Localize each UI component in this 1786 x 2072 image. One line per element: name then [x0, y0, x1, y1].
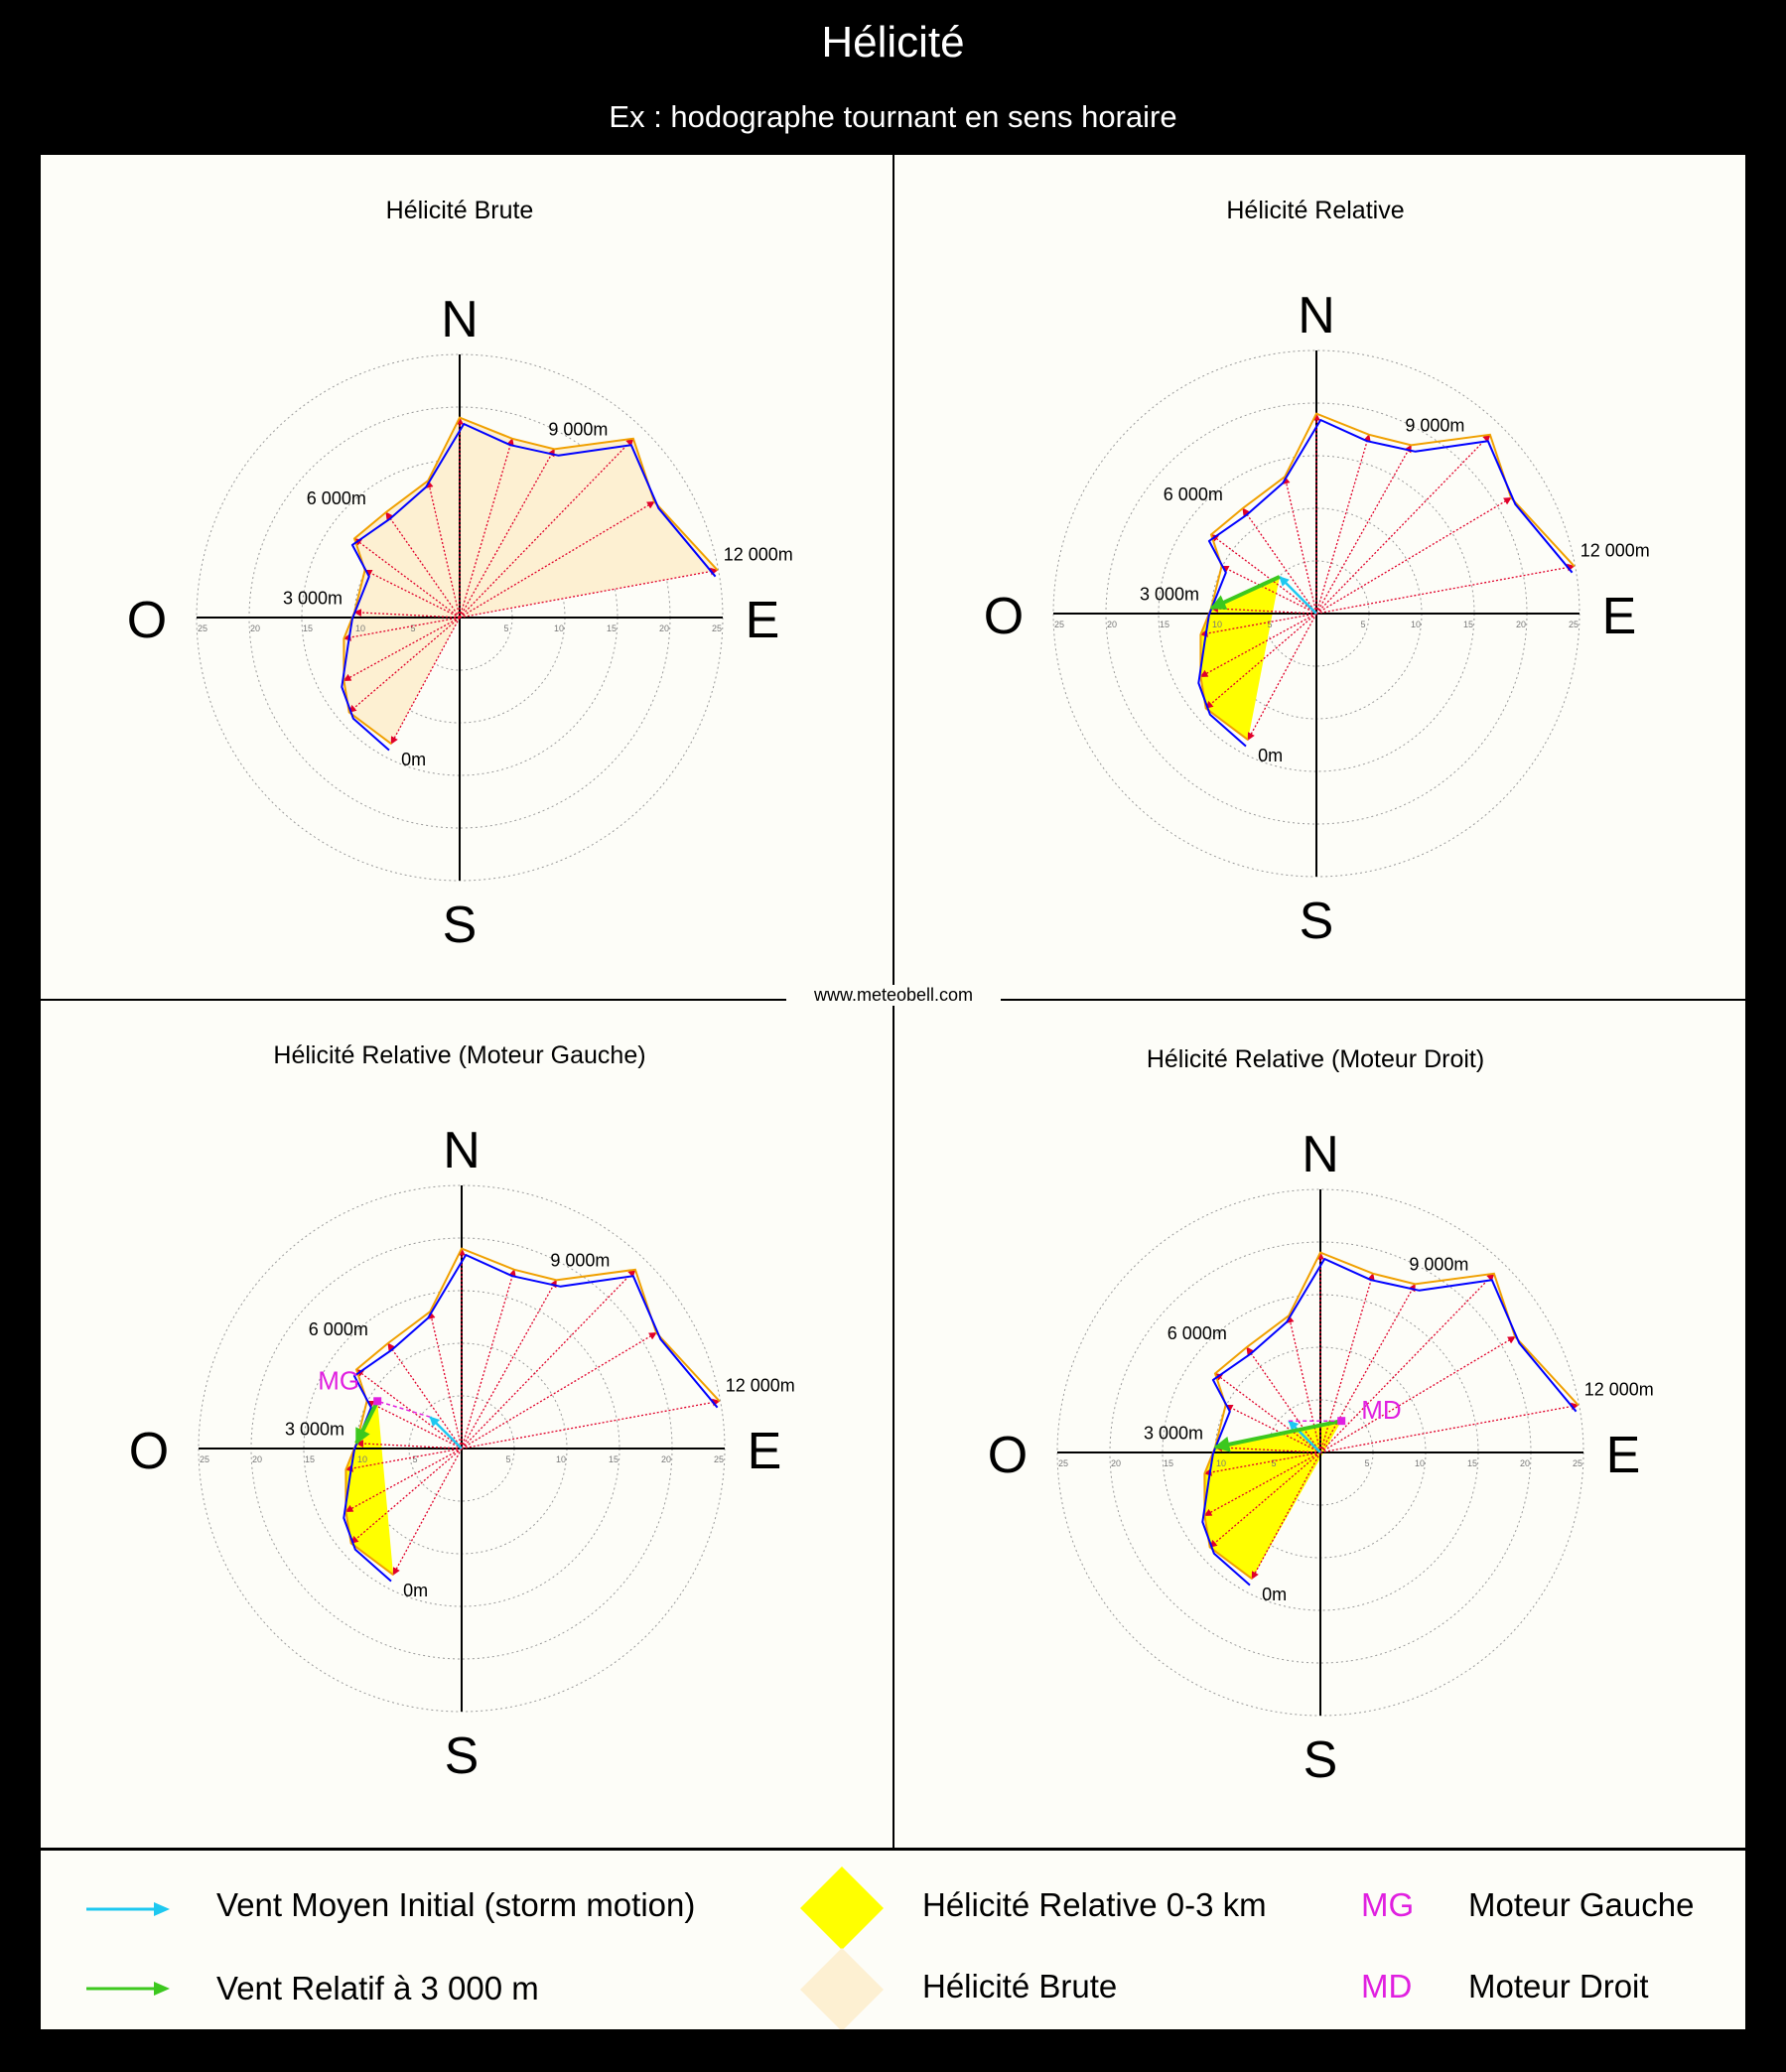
ring-tick-label-east: 10 [555, 1454, 567, 1464]
compass-east: E [747, 1423, 782, 1480]
height-wind-arrow [1316, 497, 1511, 614]
panel-title-brute: Hélicité Brute [385, 197, 534, 224]
ring-tick-label-east: 5 [505, 1454, 511, 1464]
hodograph-segments [345, 1249, 719, 1576]
motor-deviation-line [377, 1401, 430, 1417]
height-label: 9 000m [1405, 415, 1465, 436]
compass-south: S [1303, 1731, 1338, 1789]
compass-north: N [1302, 1126, 1339, 1183]
motor-label: MG [318, 1365, 360, 1396]
legend-relative-wind: Vent Relatif à 3 000 m [216, 1970, 539, 2006]
credit-text: www.meteobell.com [786, 985, 1001, 1006]
helicity-relative-area [345, 1401, 393, 1575]
height-wind-arrow [1316, 445, 1411, 614]
ring-tick-label-west: 15 [1159, 620, 1170, 629]
motor-point-marker [373, 1397, 381, 1405]
height-wind-arrow [1320, 1336, 1515, 1452]
ring-tick-label-west: 20 [249, 623, 261, 633]
height-label: 0m [401, 750, 427, 770]
height-label: 0m [1262, 1585, 1288, 1605]
height-wind-arrow [393, 1449, 462, 1575]
height-wind-arrow [462, 1332, 656, 1449]
horizontal-divider-left [41, 999, 786, 1001]
compass-south: S [444, 1727, 480, 1785]
height-wind-arrow [430, 1312, 462, 1449]
legend-mg-code: MG [1361, 1886, 1415, 1923]
legend-helicity-brute: Hélicité Brute [922, 1968, 1118, 2004]
legend-helicity-relative: Hélicité Relative 0-3 km [922, 1886, 1267, 1923]
height-label: 0m [1258, 746, 1284, 766]
ring-tick-label-west: 20 [251, 1454, 263, 1464]
ring-tick-label-east: 5 [503, 623, 509, 633]
panel-title-droit: Hélicité Relative (Moteur Droit) [1146, 1045, 1485, 1073]
ring-tick-label-west: 5 [1267, 620, 1273, 629]
ring-tick-label-west: 5 [1271, 1458, 1277, 1468]
ring-tick-label-east: 20 [658, 623, 670, 633]
compass-west: O [987, 1427, 1029, 1484]
storm-motion-arrow [430, 1417, 462, 1449]
ring-tick-label-east: 10 [1414, 1458, 1426, 1468]
ring-tick-label-west: 15 [1163, 1458, 1174, 1468]
compass-north: N [1298, 287, 1335, 345]
motor-point-marker [1337, 1417, 1345, 1425]
page-subtitle: Ex : hodographe tournant en sens horaire [609, 99, 1177, 134]
ring-tick-label-east: 5 [1360, 620, 1366, 629]
ring-tick-label-west: 10 [354, 623, 366, 633]
ring-tick-label-west: 25 [1053, 620, 1065, 629]
ring-tick-label-west: 25 [197, 623, 208, 633]
height-label: 6 000m [1163, 484, 1223, 504]
ring-tick-label-west: 5 [410, 623, 416, 633]
ring-tick-label-west: 20 [1110, 1458, 1122, 1468]
ring-tick-label-east: 20 [660, 1454, 672, 1464]
height-wind-arrow [367, 1401, 462, 1449]
ring-tick-label-east: 25 [711, 623, 723, 633]
polar-brute [126, 291, 793, 954]
ring-tick-label-west: 5 [412, 1454, 418, 1464]
height-label: 9 000m [1409, 1254, 1469, 1275]
polar-droit [987, 1126, 1654, 1789]
horizontal-divider-right [1001, 999, 1745, 1001]
legend [41, 1851, 1745, 2029]
ring-tick-label-east: 5 [1364, 1458, 1370, 1468]
ring-tick-label-east: 15 [606, 623, 618, 633]
compass-west: O [983, 588, 1025, 645]
height-label: 9 000m [548, 419, 609, 440]
legend-mg-label: Moteur Gauche [1468, 1886, 1695, 1923]
ring-tick-label-west: 25 [199, 1454, 210, 1464]
height-label: 6 000m [306, 488, 366, 508]
panel-title-gauche: Hélicité Relative (Moteur Gauche) [273, 1041, 646, 1069]
legend-md-label: Moteur Droit [1468, 1968, 1649, 2004]
storm-motion-arrow [1280, 577, 1316, 614]
compass-north: N [443, 1122, 481, 1179]
height-label: 6 000m [1167, 1323, 1227, 1343]
height-label: 12 000m [723, 544, 793, 565]
height-label: 0m [403, 1581, 429, 1601]
ring-tick-label-west: 10 [1215, 1458, 1227, 1468]
helicity-brute-swatch-icon [798, 1946, 886, 2033]
ring-tick-label-west: 15 [304, 1454, 316, 1464]
ring-tick-label-east: 25 [1568, 620, 1580, 629]
height-wind-arrow [1285, 477, 1316, 614]
compass-west: O [126, 592, 168, 649]
compass-south: S [1299, 893, 1334, 950]
ring-tick-label-east: 25 [1572, 1458, 1583, 1468]
height-label: 12 000m [1583, 1379, 1654, 1400]
height-label: 3 000m [1144, 1423, 1204, 1444]
height-label: 12 000m [725, 1375, 795, 1396]
ring-tick-label-west: 20 [1106, 620, 1118, 629]
relative-wind-arrow-icon [84, 1974, 174, 2003]
storm-motion-arrow-icon [84, 1894, 174, 1924]
helicity-brute-area [343, 418, 717, 745]
ring-tick-label-west: 10 [1211, 620, 1223, 629]
height-label: 3 000m [285, 1419, 345, 1440]
ring-tick-label-east: 20 [1515, 620, 1527, 629]
polar-relative [983, 287, 1650, 950]
height-wind-arrow [388, 1343, 462, 1449]
legend-md-code: MD [1361, 1968, 1413, 2004]
ring-tick-label-east: 15 [1462, 620, 1474, 629]
polar-gauche [128, 1122, 795, 1785]
ring-tick-label-west: 10 [356, 1454, 368, 1464]
compass-east: E [1601, 588, 1637, 645]
height-wind-arrow [462, 1280, 556, 1449]
compass-east: E [1605, 1427, 1641, 1484]
ring-tick-label-east: 15 [608, 1454, 619, 1464]
height-label: 3 000m [283, 588, 343, 609]
ring-tick-label-west: 15 [302, 623, 314, 633]
helicity-relative-swatch-icon [798, 1865, 886, 1952]
ring-tick-label-west: 25 [1057, 1458, 1069, 1468]
compass-west: O [128, 1423, 170, 1480]
legend-bottom-border [41, 2029, 1745, 2031]
height-label: 9 000m [550, 1250, 611, 1271]
compass-east: E [745, 592, 780, 649]
ring-tick-label-east: 15 [1466, 1458, 1478, 1468]
legend-storm-motion: Vent Moyen Initial (storm motion) [216, 1886, 696, 1923]
panel-title-relative: Hélicité Relative [1226, 197, 1405, 224]
ring-tick-label-east: 10 [553, 623, 565, 633]
height-label: 12 000m [1580, 540, 1650, 561]
height-label: 3 000m [1140, 584, 1200, 605]
height-label: 6 000m [308, 1319, 368, 1339]
ring-tick-label-east: 20 [1519, 1458, 1531, 1468]
ring-tick-label-east: 10 [1410, 620, 1422, 629]
motor-label: MD [1361, 1395, 1402, 1426]
ring-tick-label-east: 25 [713, 1454, 725, 1464]
compass-south: S [442, 897, 478, 954]
compass-north: N [441, 291, 479, 348]
height-wind-arrow [1320, 1284, 1415, 1452]
page-title: Hélicité [821, 18, 965, 67]
